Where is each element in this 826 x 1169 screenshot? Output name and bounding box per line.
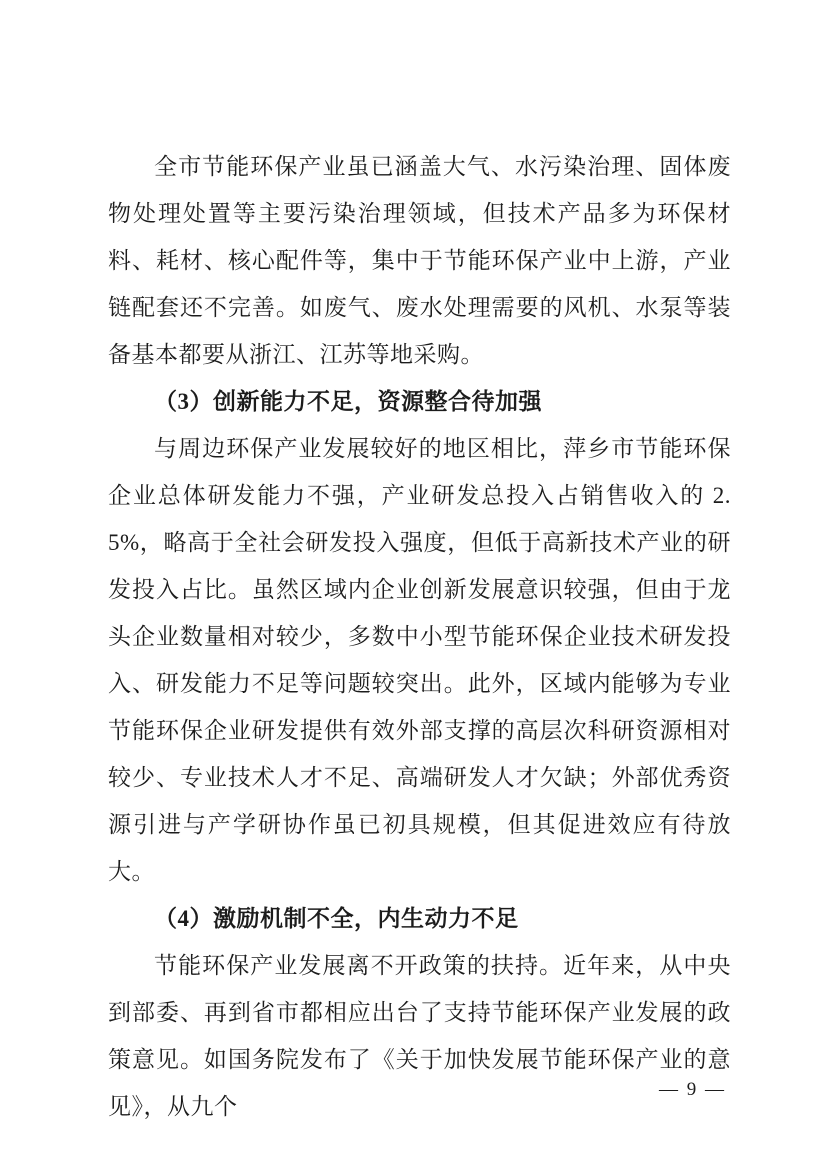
paragraph-policy-support: 节能环保产业发展离不开政策的扶持。近年来，从中央到部委、再到省市都相应出台了支持节能环保产业发展的政策意见。如国务院发布了《关于加快发展节能环保产业的意见》，从九个 — [108, 953, 731, 1119]
paragraph-innovation-shortage: 与周边环保产业发展较好的地区相比，萍乡市节能环保企业总体研发能力不强，产业研发总投入占销售收入的 2.5%，略高于全社会研发投入强度，但低于高新技术产业的研发投入占比。虽然区域内企业创新发展意识较强，但由于龙头企业数量相对较少，多数中小型节能环保企业技术研发投入、研发能力不足等问题较突出。此外，区域内能够为专业节能环保企业研发提供有效外部支撑的高层次科研资源相对较少、专业技术人才不足、高端研发人才欠缺；外部优秀资源引进与产学研协作虽已初具规模，但其促进效应有待放大。 — [108, 436, 731, 884]
paragraph-industry-coverage: 全市节能环保产业虽已涵盖大气、水污染治理、固体废物处理处置等主要污染治理领域，但技术产品多为环保材料、耗材、核心配件等，集中于节能环保产业中上游，产业链配套还不完善。如废气、废水处理需要的风机、水泵等装备基本都要从浙江、江苏等地采购。 — [108, 154, 731, 367]
section-heading-3-innovation: （3）创新能力不足，资源整合待加强 — [154, 389, 542, 414]
section-heading-4-incentive: （4）激励机制不全，内生动力不足 — [154, 906, 519, 931]
page-number: — 9 — — [659, 1079, 726, 1100]
document-content — [108, 143, 731, 1130]
